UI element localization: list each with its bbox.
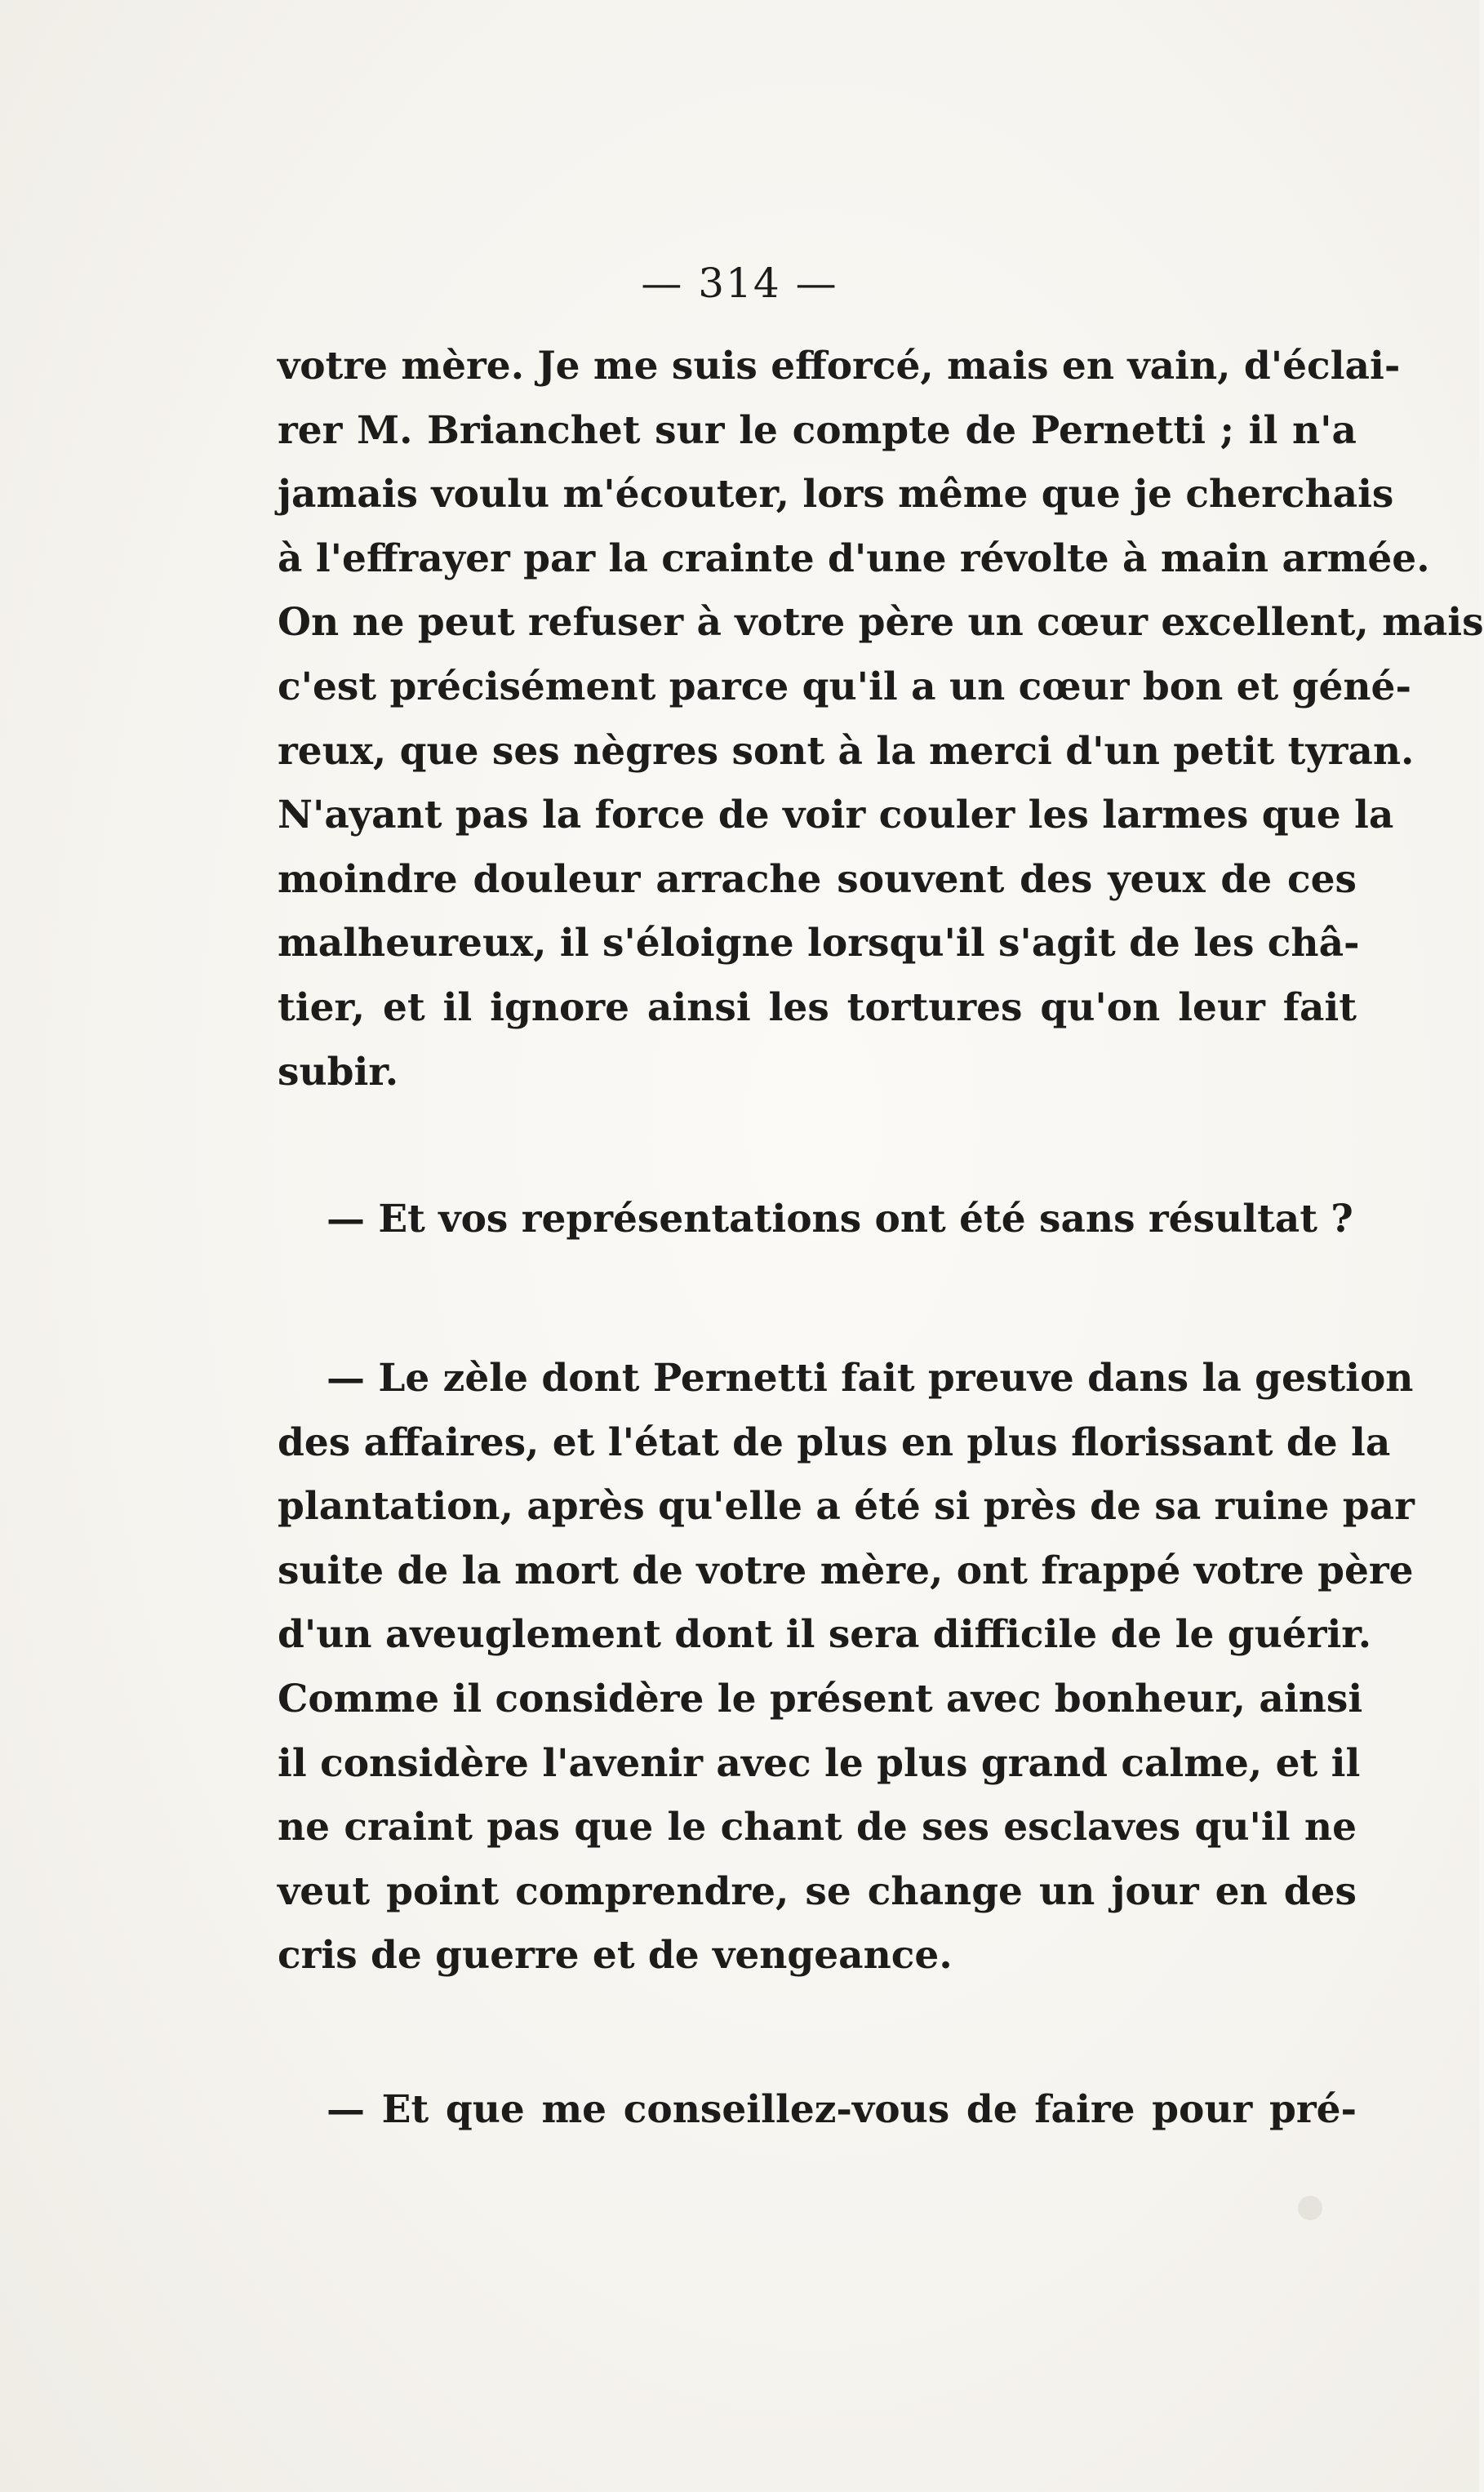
text-line: il considère l'avenir avec le plus grand calme, et il (278, 1740, 1361, 1786)
text-line: votre mère. Je me suis efforcé, mais en vain, d'éclai- (278, 344, 1401, 389)
paragraph-2 (278, 1188, 1357, 1252)
paragraph-4 (278, 2078, 1357, 2143)
text-line: subir. (278, 1049, 399, 1095)
text-line: — Et vos représentations ont été sans résultat ? (327, 1197, 1353, 1242)
text-line: des affaires, et l'état de plus en plus florissant de la (278, 1419, 1391, 1465)
text-line: N'ayant pas la force de voir couler les larmes que la (278, 793, 1394, 838)
paragraph-1 (278, 335, 1484, 1104)
text-line: ne craint pas que le chant de ses esclaves qu'il ne (278, 1805, 1357, 1850)
text-line: cris de guerre et de vengeance. (278, 1933, 953, 1979)
text-line: d'un aveuglement dont il sera difficile de le guérir. (278, 1612, 1372, 1658)
text-line: veut point comprendre, se change un jour en des (278, 1868, 1357, 1914)
text-line: — Et que me conseillez-vous de faire pour pré- (327, 2087, 1357, 2132)
paragraph-3 (278, 1347, 1415, 1988)
text-line: malheureux, il s'éloigne lorsqu'il s'agit de les châ- (278, 921, 1360, 966)
text-line: jamais voulu m'écouter, lors même que je cherchais (278, 472, 1394, 518)
text-line: rer M. Brianchet sur le compte de Pernetti ; il n'a (278, 407, 1357, 453)
text-line: à l'effrayer par la crainte d'une révolte à main armée. (278, 535, 1430, 581)
paper-speck (1298, 2196, 1322, 2220)
text-line: Comme il considère le présent avec bonheur, ainsi (278, 1676, 1363, 1721)
text-line: — Le zèle dont Pernetti fait preuve dans la gestion (327, 1356, 1414, 1401)
text-line: On ne peut refuser à votre père un cœur excellent, mais (278, 600, 1484, 646)
text-line: plantation, après qu'elle a été si près de sa ruine par (278, 1484, 1415, 1530)
text-line: c'est précisément parce qu'il a un cœur bon et géné- (278, 664, 1411, 709)
text-line: tier, et il ignore ainsi les tortures qu'on leur fait (278, 984, 1357, 1030)
page-number: — 314 — (641, 260, 838, 307)
text-line: moindre douleur arrache souvent des yeux de ces (278, 856, 1357, 902)
text-line: suite de la mort de votre mère, ont frappé votre père (278, 1548, 1414, 1593)
text-line: reux, que ses nègres sont à la merci d'un petit tyran. (278, 728, 1415, 774)
